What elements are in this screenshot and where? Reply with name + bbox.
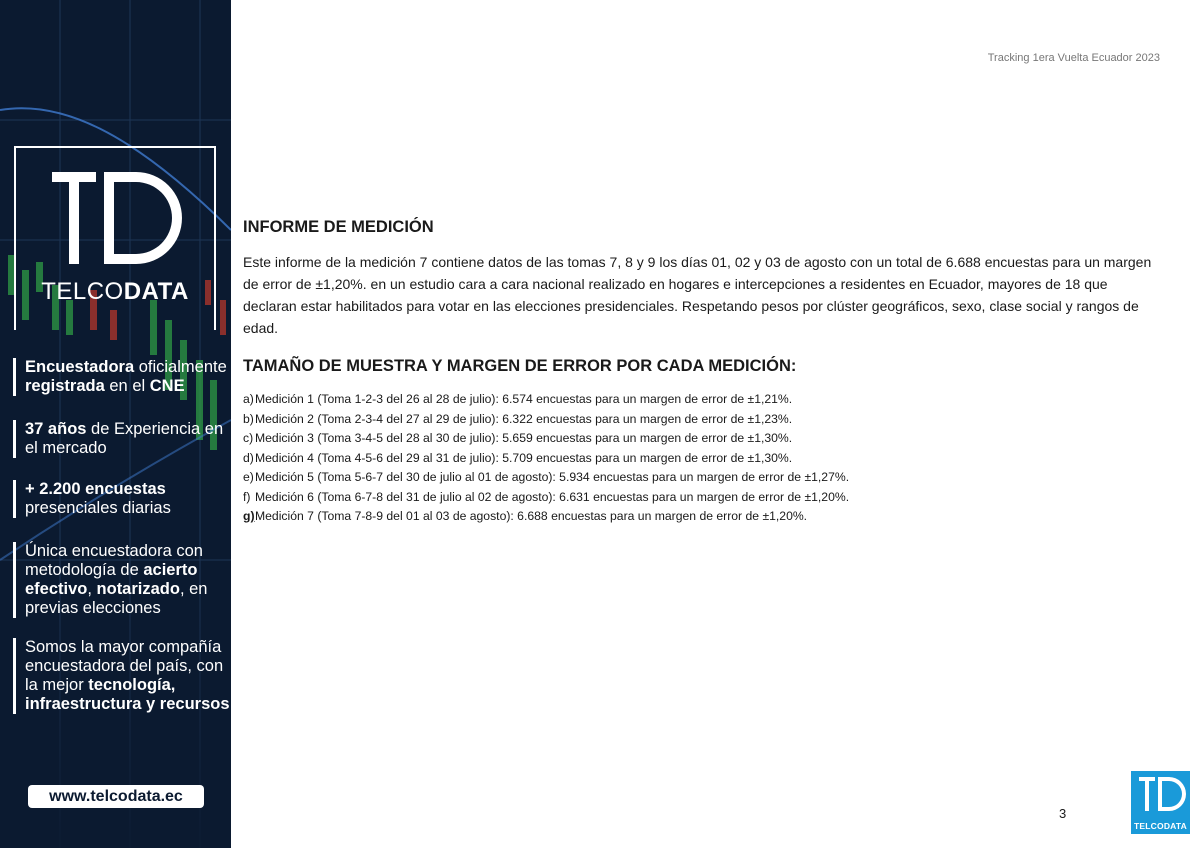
list-item: f) Medición 6 (Toma 6-7-8 del 31 de julio al 02 de agosto): 6.631 encuestas para un margen de error de ±1,20%. [243,489,850,504]
list-item: c) Medición 3 (Toma 3-4-5 del 28 al 30 de julio): 5.659 encuestas para un margen de error de ±1,30%. [243,431,793,445]
website-link[interactable]: www.telcodata.ec [28,785,204,808]
corner-logo [1131,771,1190,834]
report-header-title: Tracking 1era Vuelta Ecuador 2023 [987,52,1160,64]
list-item: b) Medición 2 (Toma 2-3-4 del 27 al 29 de julio): 6.322 encuestas para un margen de error de ±1,23%. [243,411,793,426]
list-item: g) Medición 7 (Toma 7-8-9 del 01 al 03 de agosto): 6.688 encuestas para un margen de error de ±1,20%. [243,509,808,523]
td-monogram-icon [52,170,182,270]
telcodata-logo [14,146,216,330]
list-item: a) Medición 1 (Toma 1-2-3 del 26 al 28 de julio): 6.574 encuestas para un margen de error de ±1,21%. [243,392,793,406]
corner-logo-wordmark: TELCODATA [1134,821,1187,831]
measurements-list [243,390,1161,527]
claim-daily-surveys: + 2.200 encuestas presenciales diarias [13,480,231,518]
section-title: INFORME DE MEDICIÓN [243,218,434,236]
claim-experience: 37 años de Experiencia en el mercado [13,420,231,458]
report-body [243,218,1161,527]
claim-registered-cne: Encuestadora oficialmente registrada en el CNE [13,358,231,396]
sidebar-banner [0,0,231,848]
list-item: d) Medición 4 (Toma 4-5-6 del 29 al 31 de julio): 5.709 encuestas para un margen de error de ±1,30%. [243,450,793,465]
td-monogram-icon [1131,771,1190,821]
claim-largest-company: Somos la mayor compañía encuestadora del país, con la mejor tecnología, infraestructura y recursos [13,638,231,714]
claim-methodology: Única encuestadora con metodología de acierto efectivo, notarizado, en previas elecciones [13,542,231,618]
list-item: e) Medición 5 (Toma 5-6-7 del 30 de julio al 01 de agosto): 5.934 encuestas para un margen de error de ±1,27%. [243,470,850,484]
logo-wordmark: TELCODATA [41,278,189,305]
page-number: 3 [1059,806,1067,821]
section-subtitle: TAMAÑO DE MUESTRA Y MARGEN DE ERROR POR CADA MEDICIÓN: [243,357,797,375]
report-paragraph: Este informe de la medición 7 contiene datos de las tomas 7, 8 y 9 los días 01, 02 y 03 de agosto con un total de 6.688 encuestas para un margen de error de ±1,20%. en un estudio cara a cara nacional realizado en hogares e intercepciones a residentes en Ecuador, mayores de 18 que declaran estar habilitados para votar en las elecciones presidenciales. Respetando pesos por clúster geográficos, sexo, clase social y rangos de edad. [243,254,1152,336]
